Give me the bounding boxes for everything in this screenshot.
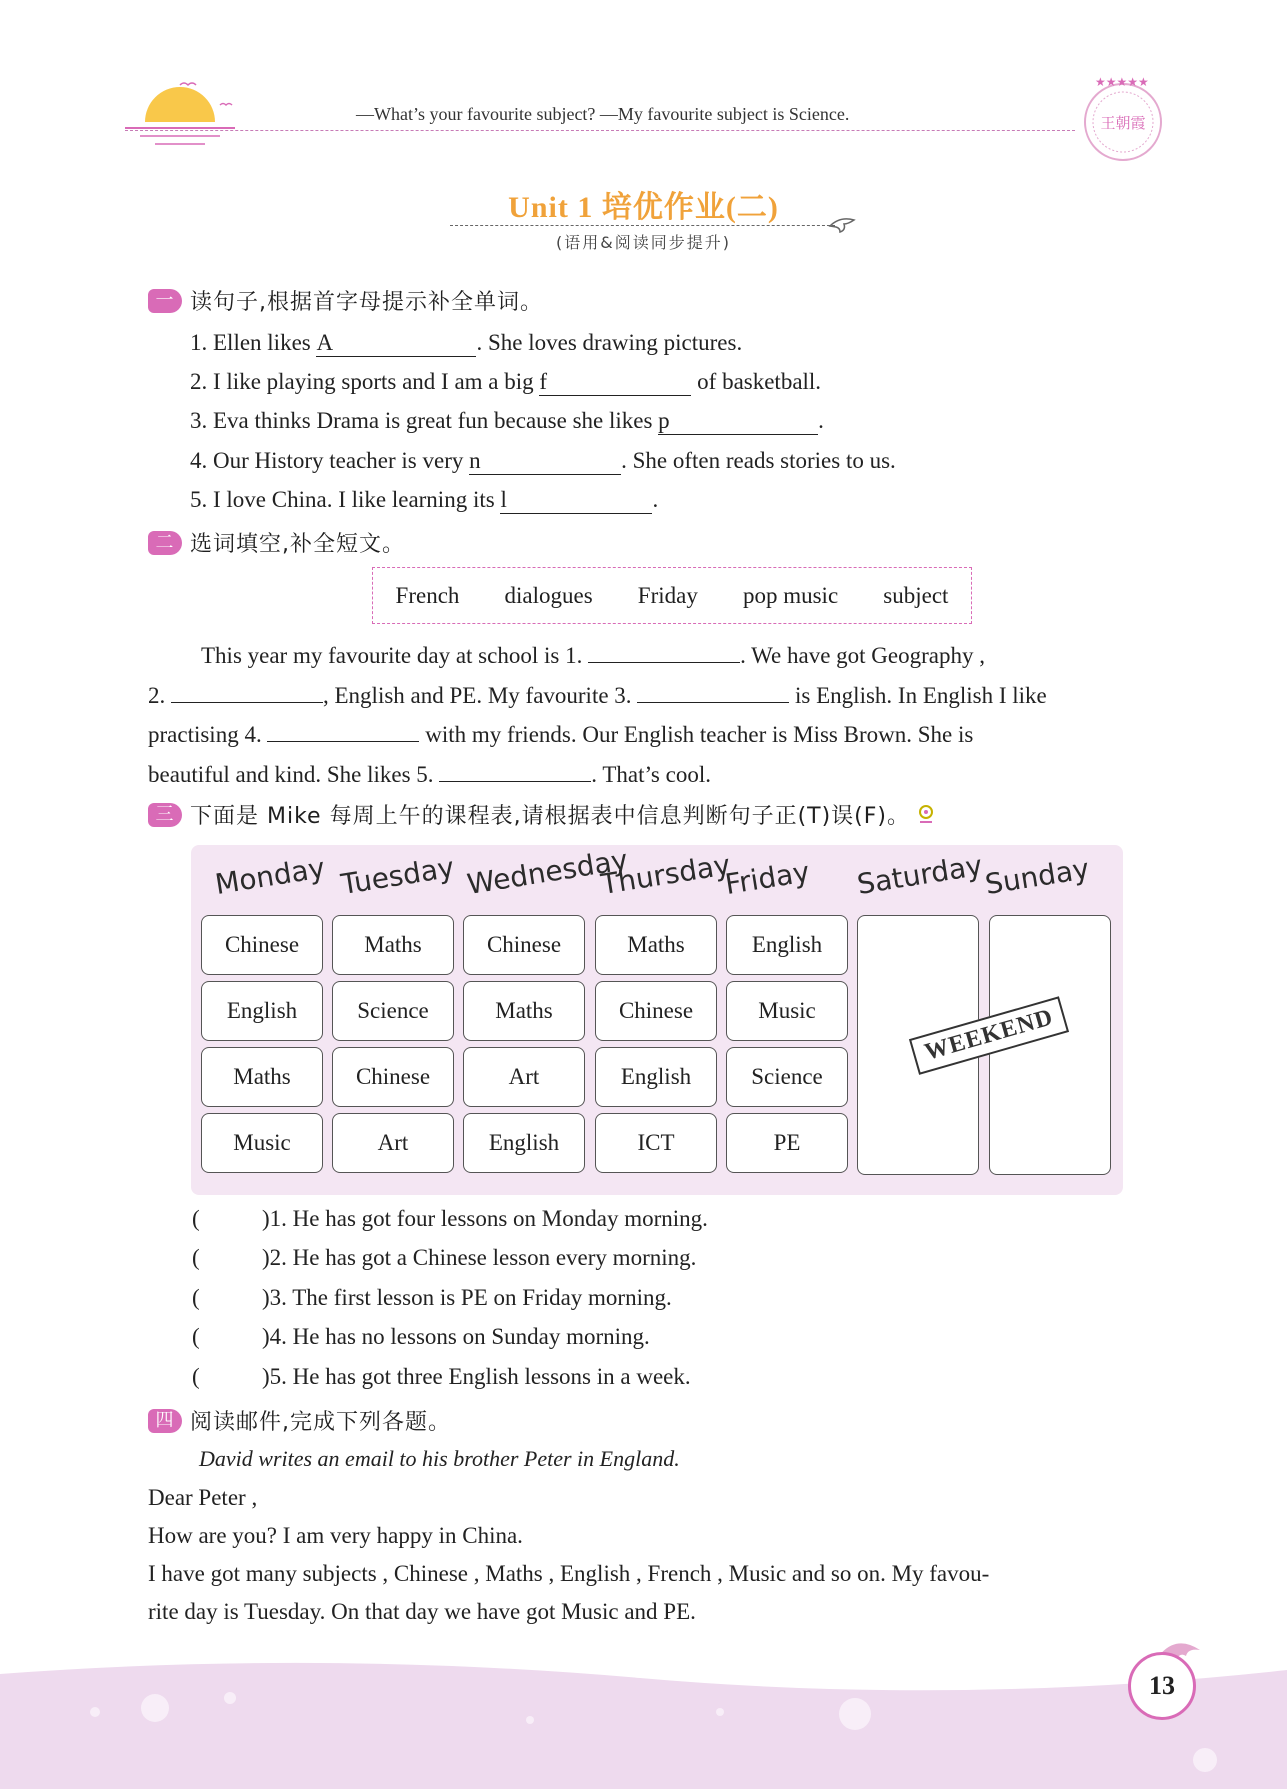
s1-item-1: 1. Ellen likes A . She loves drawing pictures. [190,330,743,355]
answer-blank[interactable]: p [658,408,818,435]
day-saturday: Saturday [854,848,985,901]
answer-blank[interactable] [588,662,740,663]
lesson-cell: ICT [595,1113,717,1173]
answer-blank[interactable] [637,702,789,703]
section1-number: 一 [148,289,182,313]
section3-heading [148,799,936,830]
tf-question-3: ( )3. The first lesson is PE on Friday morning. [192,1285,672,1310]
word-bank [372,567,972,624]
lesson-cell: Art [463,1047,585,1107]
s1-item-5: 5. I love China. I like learning its l . [190,487,659,512]
email-line-3: rite day is Tuesday. On that day we have got Music and PE. [148,1599,696,1624]
day-thursday: Thursday [598,848,733,901]
lesson-cell: Chinese [201,915,323,975]
lesson-cell: Maths [332,915,454,975]
badge-text: 王朝霞 [1100,114,1146,132]
section4-heading [148,1405,451,1436]
word-option: dialogues [504,582,593,608]
answer-blank[interactable]: f [539,369,691,396]
brand-badge [1080,72,1166,164]
lesson-cell: English [463,1113,585,1173]
day-friday: Friday [722,855,812,901]
page-title: Unit 1 培优作业(二) [508,191,779,224]
section1-heading [148,285,543,316]
page-subtitle: (语用&阅读同步提升) [556,233,731,252]
answer-blank[interactable] [171,702,323,703]
s1-item-2: 2. I like playing sports and I am a big f of basketball. [190,369,822,394]
answer-bracket[interactable]: ( [192,1285,200,1310]
tf-question-5: ( )5. He has got three English lessons in a week. [192,1364,691,1389]
tf-question-2: ( )2. He has got a Chinese lesson every morning. [192,1245,697,1270]
email-line-2: I have got many subjects , Chinese , Maths , English , French , Music and so on. My favou- [148,1561,990,1586]
lesson-cell: Chinese [332,1047,454,1107]
day-tuesday: Tuesday [338,850,457,901]
lesson-cell: Chinese [463,915,585,975]
answer-blank[interactable]: A [316,330,476,357]
section1-instruction: 读句子,根据首字母提示补全单词。 [190,290,543,315]
lesson-cell: Art [332,1113,454,1173]
svg-text:★★★★★: ★★★★★ [1095,75,1149,89]
s1-item-3: 3. Eva thinks Drama is great fun because she likes p . [190,408,824,433]
lesson-cell: English [201,981,323,1041]
answer-bracket[interactable]: ( [192,1324,200,1349]
section2-number: 二 [148,531,182,555]
email-greeting: Dear Peter , [148,1485,258,1510]
section3-number: 三 [148,803,182,827]
word-option: subject [883,582,949,608]
s1-item-4: 4. Our History teacher is very n . She often reads stories to us. [190,448,896,473]
lesson-cell: Music [201,1113,323,1173]
lesson-cell: English [595,1047,717,1107]
answer-bracket[interactable]: ( [192,1206,200,1231]
lesson-cell: Maths [595,915,717,975]
word-option: French [395,582,460,608]
footer-wave [0,1660,1287,1789]
lesson-cell: Maths [463,981,585,1041]
answer-blank[interactable]: l [500,487,652,514]
lesson-cell: Music [726,981,848,1041]
word-option: pop music [742,582,839,608]
weekend-stamp: WEEKEND [909,996,1070,1075]
lesson-cell: PE [726,1113,848,1173]
header-tagline: —What’s your favourite subject? —My favourite subject is Science. [356,104,850,124]
sun-icon [120,70,240,160]
lesson-cell: Maths [201,1047,323,1107]
section2-heading [148,527,405,558]
title-underline [450,225,835,226]
section2-instruction: 选词填空,补全短文。 [190,532,405,557]
word-option: Friday [637,582,698,608]
email-intro: David writes an email to his brother Peter in England. [199,1446,680,1471]
lesson-cell: Chinese [595,981,717,1041]
section4-instruction: 阅读邮件,完成下列各题。 [190,1410,451,1435]
section3-instruction: 下面是 Mike 每周上午的课程表,请根据表中信息判断句子正(T)误(F)。 [190,804,910,829]
day-monday: Monday [212,851,328,901]
answer-blank[interactable] [267,741,419,742]
lesson-cell: Science [332,981,454,1041]
lesson-cell: English [726,915,848,975]
tf-question-4: ( )4. He has no lessons on Sunday morning. [192,1324,650,1349]
day-sunday: Sunday [982,852,1092,901]
section4-number: 四 [148,1409,182,1433]
answer-blank[interactable]: n [469,448,621,475]
answer-blank[interactable] [439,781,591,782]
answer-bracket[interactable]: ( [192,1245,200,1270]
answer-bracket[interactable]: ( [192,1364,200,1389]
day-wednesday: Wednesday [464,843,631,901]
email-line-1: How are you? I am very happy in China. [148,1523,523,1548]
tf-question-1: ( )1. He has got four lessons on Monday morning. [192,1206,708,1231]
lesson-cell: Science [726,1047,848,1107]
header-divider [125,130,1075,131]
location-pin-icon [916,804,936,826]
page-number: 13 [1128,1652,1196,1720]
cloze-passage: This year my favourite day at school is 1. . We have got Geography , 2. , English and PE. My favourite 3. is English. In English I like practising 4. with my friends. Our English teacher is Miss Brown. She is beautiful and kind. She likes 5. . That’s cool. [148,643,1047,787]
